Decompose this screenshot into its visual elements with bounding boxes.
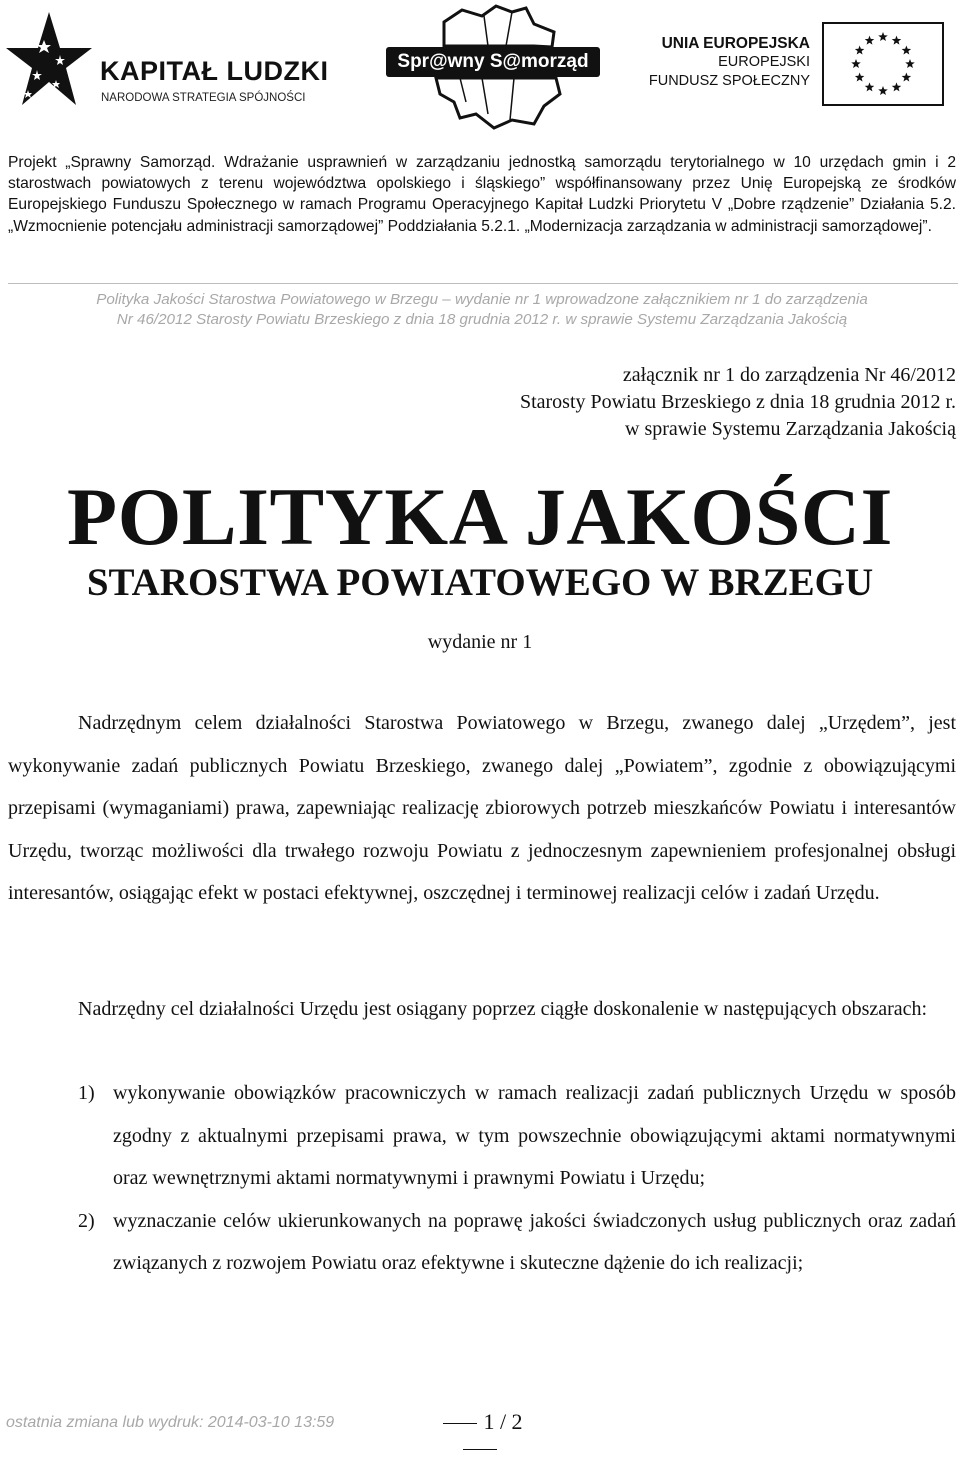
page-number <box>425 1409 535 1461</box>
eu-star-icon <box>892 82 902 91</box>
eu-logo <box>640 22 950 108</box>
eu-star-icon <box>855 46 865 55</box>
page-number-text: 1 / 2 <box>483 1409 523 1434</box>
document-title: POLITYKA JAKOŚCI <box>67 471 893 562</box>
kapital-ludzki-subtitle: NARODOWA STRATEGIA SPÓJNOŚCI <box>101 92 306 104</box>
list-item-text: wyznaczanie celów ukierunkowanych na poprawę jakości świadczonych usług publicznych oraz zadań związanych z rozwojem Powiatu oraz efektywne i skuteczne dążenie do ich realizacji; <box>113 1209 956 1274</box>
sprawny-samorzad-logo <box>384 2 604 132</box>
eu-european-label: EUROPEJSKI <box>718 54 810 70</box>
list-item-text: wykonywanie obowiązków pracowniczych w ramach realizacji zadań publicznych Urzędu w sposób zgodny z aktualnymi przepisami prawa, w tym powszechnie obowiązującymi aktami normatywnymi oraz wewnętrznymi aktami normatywnymi i prawnymi Powiatu i Urzędu; <box>113 1082 956 1189</box>
star-icon <box>4 10 94 122</box>
policy-reference <box>8 290 956 330</box>
edition-label: wydanie nr 1 <box>427 631 533 653</box>
document-subtitle: STAROSTWA POWIATOWEGO W BRZEGU <box>86 561 874 604</box>
kapital-ludzki-logo <box>4 10 344 122</box>
list-item-number: 1) <box>78 1082 95 1104</box>
eu-star-icon <box>892 36 902 45</box>
header-divider <box>8 283 958 284</box>
policy-reference-line-1: Polityka Jakości Starostwa Powiatowego w Brzegu – wydanie nr 1 wprowadzone załącznikiem nr 1 do zarządzenia <box>96 291 868 308</box>
list-item <box>8 1072 956 1200</box>
list-item-number: 2) <box>78 1209 95 1232</box>
page-dash-right <box>463 1449 497 1450</box>
paragraph-improvement: Nadrzędny cel działalności Urzędu jest osiągany poprzez ciągłe doskonalenie w następujących obszarach: <box>78 998 928 1020</box>
eu-star-icon <box>865 82 875 91</box>
last-change-note: ostatnia zmiana lub wydruk: 2014-03-10 13:59 <box>6 1414 335 1431</box>
annex-line-2: Starosty Powiatu Brzeskiego z dnia 18 grudnia 2012 r. <box>519 391 956 413</box>
annex-line-1: załącznik nr 1 do zarządzenia Nr 46/2012 <box>622 364 956 386</box>
policy-reference-line-2: Nr 46/2012 Starosty Powiatu Brzeskiego z dnia 18 grudnia 2012 r. w sprawie Systemu Zarządzania Jakością <box>116 311 848 328</box>
eu-fund-label: FUNDUSZ SPOŁECZNY <box>648 73 810 89</box>
eu-star-icon <box>855 73 865 82</box>
eu-star-icon <box>851 59 861 68</box>
annex-note <box>520 362 956 443</box>
annex-line-3: w sprawie Systemu Zarządzania Jakością <box>625 418 956 440</box>
eu-text <box>640 34 810 91</box>
sprawny-samorzad-text: Spr@wny S@morząd <box>386 47 600 77</box>
eu-union-label: UNIA EUROPEJSKA <box>661 35 810 52</box>
eu-star-icon <box>865 36 875 45</box>
page-dash-left <box>443 1423 477 1424</box>
eu-star-icon <box>878 32 888 41</box>
eu-star-icon <box>878 86 888 95</box>
eu-star-icon <box>902 46 912 55</box>
eu-flag-icon <box>822 22 944 106</box>
list-item <box>8 1200 956 1285</box>
improvement-areas-list <box>8 1072 956 1285</box>
eu-star-icon <box>902 73 912 82</box>
logo-row <box>0 0 960 135</box>
kapital-ludzki-title: KAPITAŁ LUDZKI <box>100 56 329 86</box>
paragraph-main-goal: Nadrzędnym celem działalności Starostwa Powiatowego w Brzegu, zwanego dalej „Urzędem”, jest wykonywanie zadań publicznych Powiatu Brzeskiego, zwanego dalej „Powiatem”, zgodnie z obowiązującymi przepisami (wymaganiami) prawa, zapewniając realizację zbiorowych potrzeb mieszkańców Powiatu i interesantów Urzędu, tworząc możliwości dla trwałego rozwoju Powiatu z jednoczesnym zapewnieniem profesjonalnej obsługi interesantów, osiągając efekt w postaci efektywnej, oszczędnej i terminowej realizacji celów i zadań Urzędu. <box>8 712 956 904</box>
project-info: Projekt „Sprawny Samorząd. Wdrażanie usprawnień w zarządzaniu jednostką samorządu terytorialnego w 10 urzędach gmin i 2 starostwach powiatowych z terenu województwa opolskiego i śląskiego” współfinansowany przez Unię Europejską ze środków Europejskiego Funduszu Społecznego w ramach Programu Operacyjnego Kapitał Ludzki Priorytetu V „Dobre rządzenie” Działania 5.2. „Wzmocnienie potencjału administracji samorządowej” Poddziałania 5.2.1. „Modernizacja zarządzania w administracji samorządowej”. <box>8 154 956 235</box>
eu-star-icon <box>905 59 915 68</box>
